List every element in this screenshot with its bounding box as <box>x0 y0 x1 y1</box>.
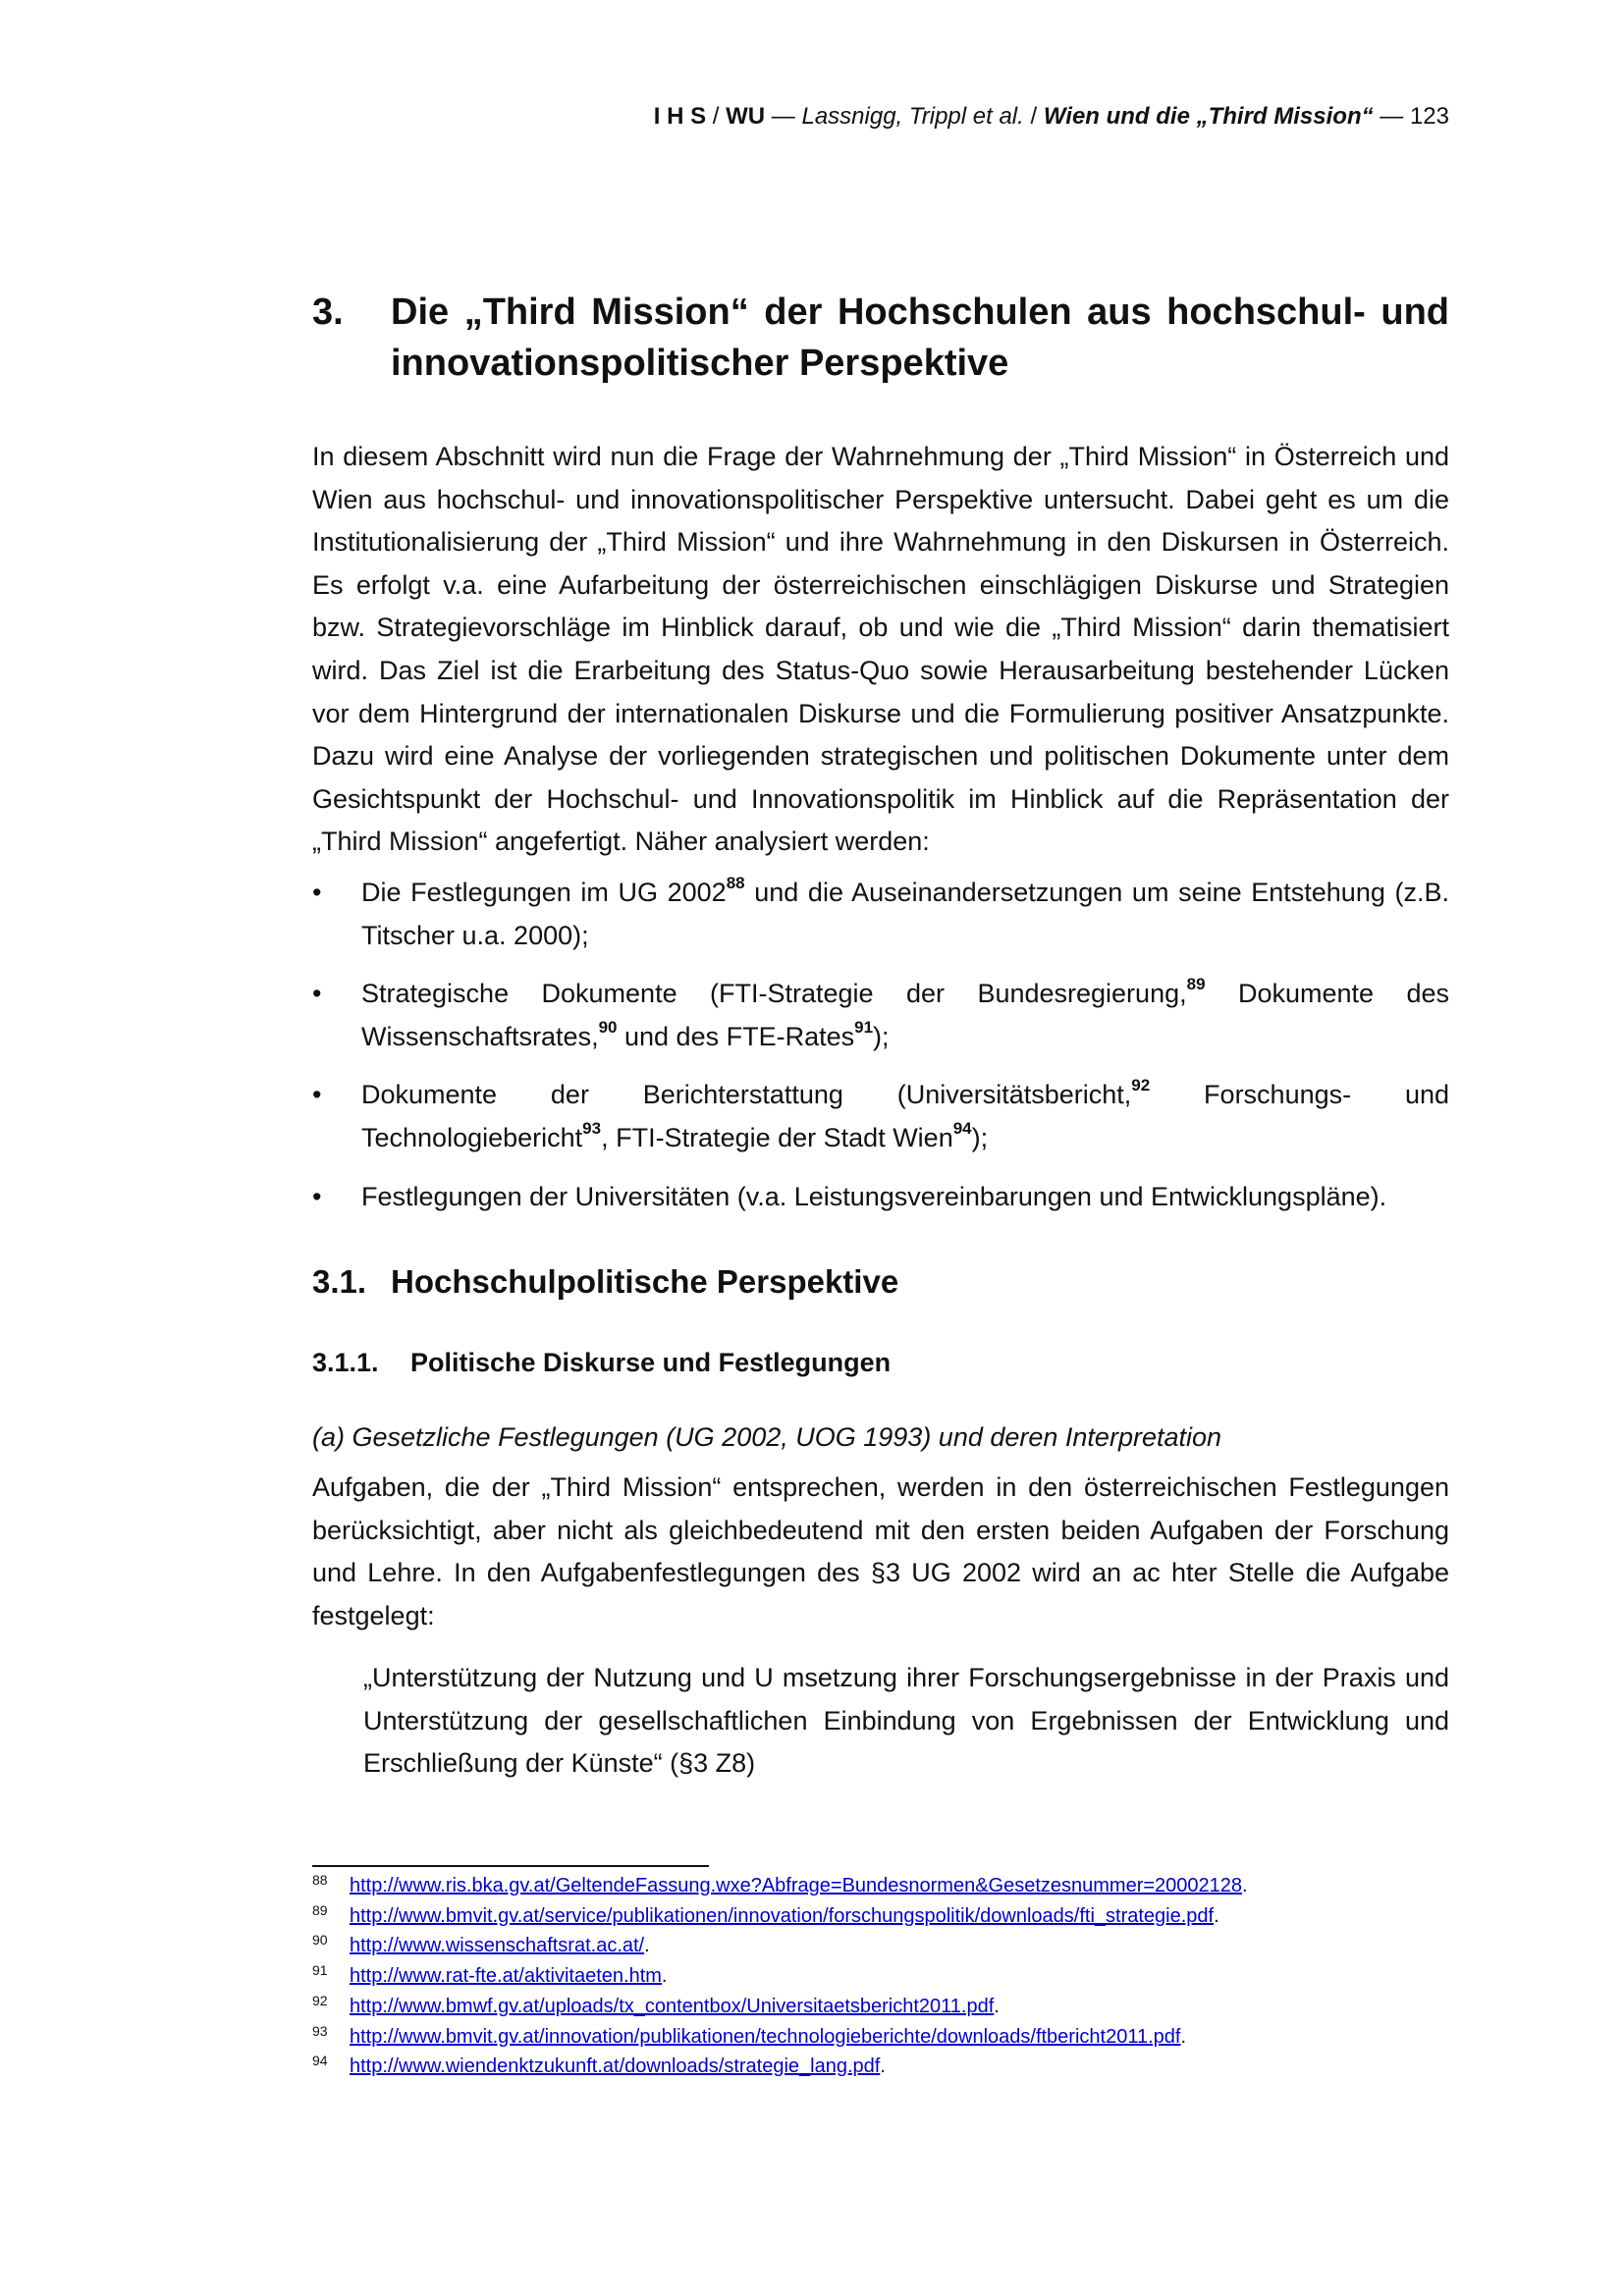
footnote-link[interactable]: http://www.bmvit.gv.at/innovation/publikationen/technologieberichte/downloads/ftbericht2011.pdf <box>350 2025 1181 2048</box>
list-item <box>312 1074 1449 1159</box>
footnote-list <box>312 1871 1449 2082</box>
subsection-number: 3.1.1. <box>312 1348 379 1377</box>
footnote <box>312 1901 1449 1932</box>
header-title: Wien und die „Third Mission“ <box>1043 103 1374 130</box>
item-text: Die Festlegungen im UG 2002 <box>361 878 727 907</box>
list-item <box>312 973 1449 1058</box>
item-text: Festlegungen der Universitäten (v.a. Leistungsvereinbarungen und Entwicklungspläne). <box>361 1181 1387 1211</box>
item-text: Dokumente der Berichterstattung (Universitätsbericht, <box>361 1080 1132 1110</box>
body-paragraph: Aufgaben, die der „Third Mission“ entsprechen, werden in den österreichischen Festlegungen berücksichtigt, aber nicht als gleichbedeutend mit den ersten beiden Aufgaben der Forschung und Lehre. In den Aufgabenfestlegungen des §3 UG 2002 wird an ac hter Stelle die Aufgabe festgelegt: <box>312 1472 1449 1630</box>
footnote-ref: 92 <box>1131 1076 1151 1095</box>
footnote-link[interactable]: http://www.wiendenktzukunft.at/downloads/strategie_lang.pdf <box>350 2056 881 2078</box>
header-dash: — <box>765 103 802 130</box>
footnote-ref: 88 <box>726 874 745 892</box>
italic-subheading: (a) Gesetzliche Festlegungen (UG 2002, UOG 1993) und deren Interpretation <box>312 1422 1222 1452</box>
footnote-end: . <box>880 2056 886 2078</box>
footnote <box>312 1871 1449 1901</box>
footnote <box>312 1931 1449 1961</box>
header-sep: / <box>706 103 727 130</box>
footnote-end: . <box>1242 1875 1248 1896</box>
footnote-end: . <box>994 1995 1000 2017</box>
list-item <box>312 872 1449 957</box>
item-text: Strategische Dokumente (FTI-Strategie der Bundesregierung, <box>361 979 1187 1009</box>
section-heading <box>312 1260 898 1304</box>
item-text: Forschungs- und Technologiebericht <box>361 1080 1450 1152</box>
chapter-heading <box>312 287 1449 389</box>
bullet-icon: • <box>312 878 322 907</box>
bullet-icon: • <box>312 979 322 1009</box>
chapter-number: 3. <box>312 292 344 333</box>
footnote-link[interactable]: http://www.ris.bka.gv.at/GeltendeFassung.wxe?Abfrage=Bundesnormen&Gesetzesnummer=20002128 <box>350 1875 1243 1896</box>
footnote-ref: 90 <box>598 1017 618 1037</box>
subsection-heading <box>312 1345 891 1380</box>
footnote-end: . <box>644 1935 650 1957</box>
footnote <box>312 2052 1449 2082</box>
footnote <box>312 2022 1449 2053</box>
intro-paragraph: In diesem Abschnitt wird nun die Frage der Wahrnehmung der „Third Mission“ in Österreich und Wien aus hochschul- und innovationspolitischer Perspektive untersucht. Dabei geht es um die Institutionalisierung der „Third Mission“ und ihre Wahrnehmung in den Diskursen in Österreich. Es erfolgt v.a. eine Aufarbeitung der österreichischen einschlägigen Diskurse und Strategien bzw. Strategievorschläge im Hinblick darauf, ob und wie die „Third Mission“ darin thematisiert wird. Das Ziel ist die Erarbeitung des Status-Quo sowie Herausarbeitung bestehender Lücken vor dem Hintergrund der internationalen Diskurse und die Formulierung positiver Ansatzpunkte. Dazu wird eine Analyse der vorliegenden strategischen und politischen Dokumente unter dem Gesichtspunkt der Hochschul- und Innovationspolitik im Hinblick auf die Repräsentation der „Third Mission“ angefertigt. Näher analysiert werden: <box>312 442 1449 857</box>
item-text: und die Auseinandersetzungen um seine Entstehung (z.B. Titscher u.a. 2000); <box>361 878 1449 950</box>
footnote-number: 88 <box>312 1872 328 1888</box>
subsection-title: Politische Diskurse und Festlegungen <box>410 1348 892 1377</box>
bullet-list <box>312 872 1449 1234</box>
footnote <box>312 1992 1449 2022</box>
header-org: I H S <box>653 103 707 130</box>
item-text: ); <box>873 1021 890 1051</box>
footnote-link[interactable]: http://www.wissenschaftsrat.ac.at/ <box>350 1935 645 1957</box>
footnote-number: 91 <box>312 1962 328 1979</box>
footnote-divider <box>312 1865 709 1867</box>
bullet-icon: • <box>312 1080 322 1110</box>
footnote-ref: 89 <box>1186 975 1206 994</box>
footnote-ref: 94 <box>952 1118 972 1138</box>
item-text: und des FTE-Rates <box>617 1021 855 1051</box>
header-authors: Lassnigg, Trippl et al. <box>801 103 1024 130</box>
chapter-title: Die „Third Mission“ der Hochschulen aus hochschul- und innovationspolitischer Perspektive <box>391 292 1449 384</box>
page-number: 123 <box>1409 103 1449 130</box>
footnote-number: 92 <box>312 1992 328 2008</box>
bullet-icon: • <box>312 1181 322 1211</box>
header-sep: / <box>1023 103 1044 130</box>
running-header <box>654 102 1449 132</box>
block-quote: „Unterstützung der Nutzung und U msetzung ihrer Forschungsergebnisse in der Praxis und Unterstützung der gesellschaftlichen Einbindung von Ergebnissen der Entwicklung und Erschließung der Künste“ (§3 Z8) <box>363 1663 1449 1779</box>
footnote-number: 93 <box>312 2022 328 2039</box>
footnote-number: 90 <box>312 1932 328 1949</box>
footnote-end: . <box>661 1965 668 1988</box>
footnote-end: . <box>1214 1904 1219 1927</box>
footnote-link[interactable]: http://www.rat-fte.at/aktivitaeten.htm <box>350 1965 662 1988</box>
footnote-ref: 91 <box>854 1017 874 1037</box>
section-title: Hochschulpolitische Perspektive <box>391 1263 899 1300</box>
list-item <box>312 1176 1449 1219</box>
header-dash: — <box>1373 103 1410 130</box>
item-text: Dokumente des Wissenschaftsrates, <box>361 979 1450 1051</box>
item-text: , FTI-Strategie der Stadt Wien <box>601 1122 953 1152</box>
footnote-ref: 93 <box>582 1118 602 1138</box>
section-number: 3.1. <box>312 1263 367 1300</box>
footnote <box>312 1961 1449 1992</box>
footnote-link[interactable]: http://www.bmvit.gv.at/service/publikationen/innovation/forschungspolitik/downloads/fti_strategie.pdf <box>350 1904 1215 1927</box>
header-org2: WU <box>726 103 766 130</box>
footnote-number: 94 <box>312 2053 328 2069</box>
footnote-end: . <box>1180 2025 1187 2048</box>
footnote-number: 89 <box>312 1901 328 1918</box>
footnote-link[interactable]: http://www.bmwf.gv.at/uploads/tx_contentbox/Universitaetsbericht2011.pdf <box>350 1995 995 2017</box>
item-text: ); <box>971 1122 989 1152</box>
